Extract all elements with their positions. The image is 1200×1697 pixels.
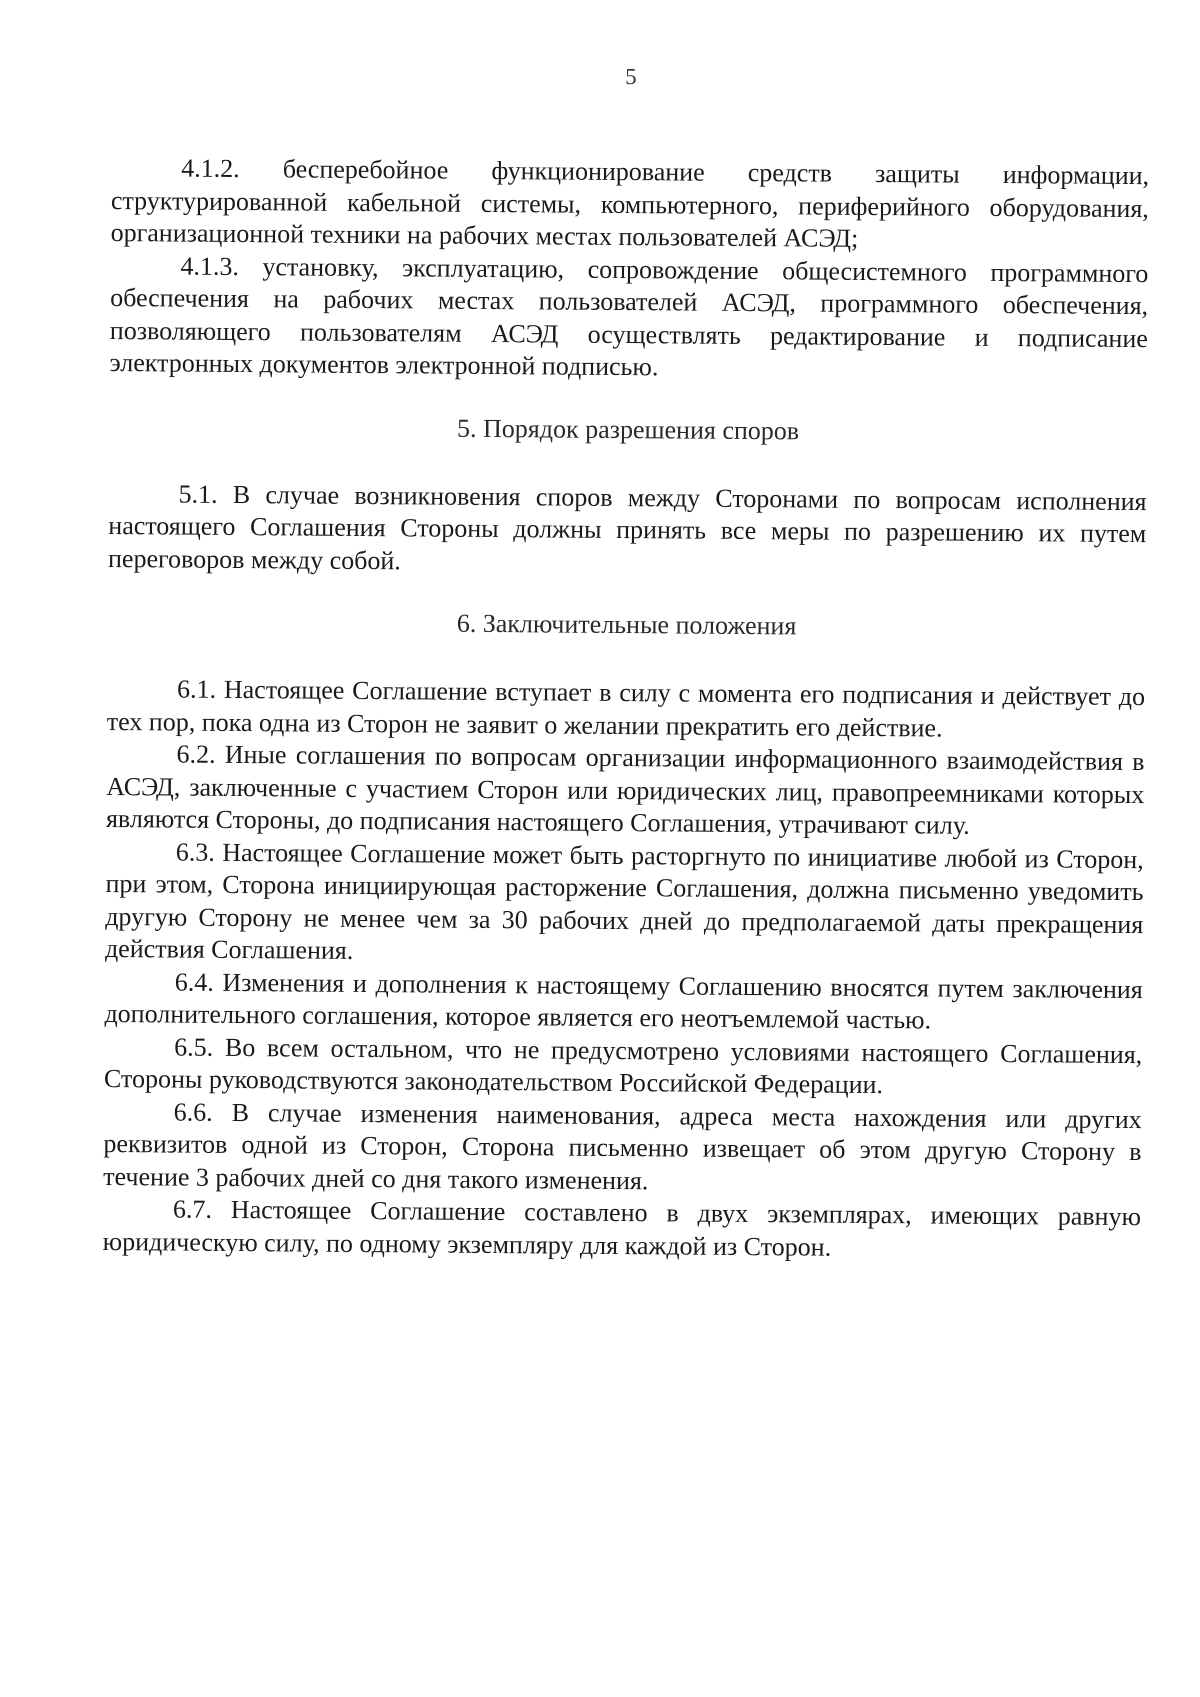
clause-6-1: 6.1. Настоящее Соглашение вступает в силу с момента его подписания и действует до тех пор, пока одна из Сторон не заявит о желании прекратить его действие. (106, 674, 1146, 743)
page-number: 5 (625, 64, 637, 90)
clause-6-5: 6.5. Во всем остальном, что не предусмотрено условиями настоящего Соглашения, Стороны руководствуются законодательством Российской Федерации. (103, 1032, 1143, 1100)
clause-5-1: 5.1. В случае возникновения споров между Сторонами по вопросам исполнения настоящего Соглашения Стороны должны принять все меры по разрешению их путем переговоров между собой. (107, 479, 1147, 575)
clause-6-2: 6.2. Иные соглашения по вопросам организации информационного взаимодействия в АСЭД, заключенные с участием Сторон или юридических лиц, правопреемниками которых являются Стороны, до подписания настоящего Соглашения, утрачивают силу. (105, 739, 1145, 840)
clause-6-6: 6.6. В случае изменения наименования, адреса места нахождения или других реквизитов одной из Сторон, Сторона письменно извещает об этом другую Сторону в течение 3 рабочих дней со дня такого изменения. (103, 1097, 1142, 1195)
clause-6-3: 6.3. Настоящее Соглашение может быть расторгнуто по инициативе любой из Сторон, при этом, Сторона инициирующая расторжение Соглашения, должна письменно уведомить другую Сторону не менее чем за 30 рабочих дней до предполагаемой даты прекращения действия Соглашения. (104, 837, 1144, 965)
section-5-heading: 5. Порядок разрешения споров (456, 413, 800, 445)
section-6-heading: 6. Заключительные положения (456, 608, 797, 641)
clause-6-4: 6.4. Изменения и дополнения к настоящему Соглашению вносятся путем заключения дополнительного соглашения, которое является его неотъемлемой частью. (104, 967, 1143, 1035)
clause-4-1-2: 4.1.2. бесперебойное функционирование средств защиты информации, структурированной кабельной системы, компьютерного, периферийного оборудования, организационной техники на рабочих местах пользователей АСЭД; (110, 153, 1150, 253)
clause-6-7: 6.7. Настоящее Соглашение составлено в двух экземплярах, имеющих равную юридическую силу, по одному экземпляру для каждой из Сторон. (102, 1194, 1142, 1262)
document-page (103, 60, 1150, 1266)
clause-4-1-3: 4.1.3. установку, эксплуатацию, сопровождение общесистемного программного обеспечения на рабочих местах пользователей АСЭД, программного обеспечения, позволяющего пользователям АСЭД осуществлять редактирование и подписание электронных документов электронной подписью. (109, 251, 1149, 382)
